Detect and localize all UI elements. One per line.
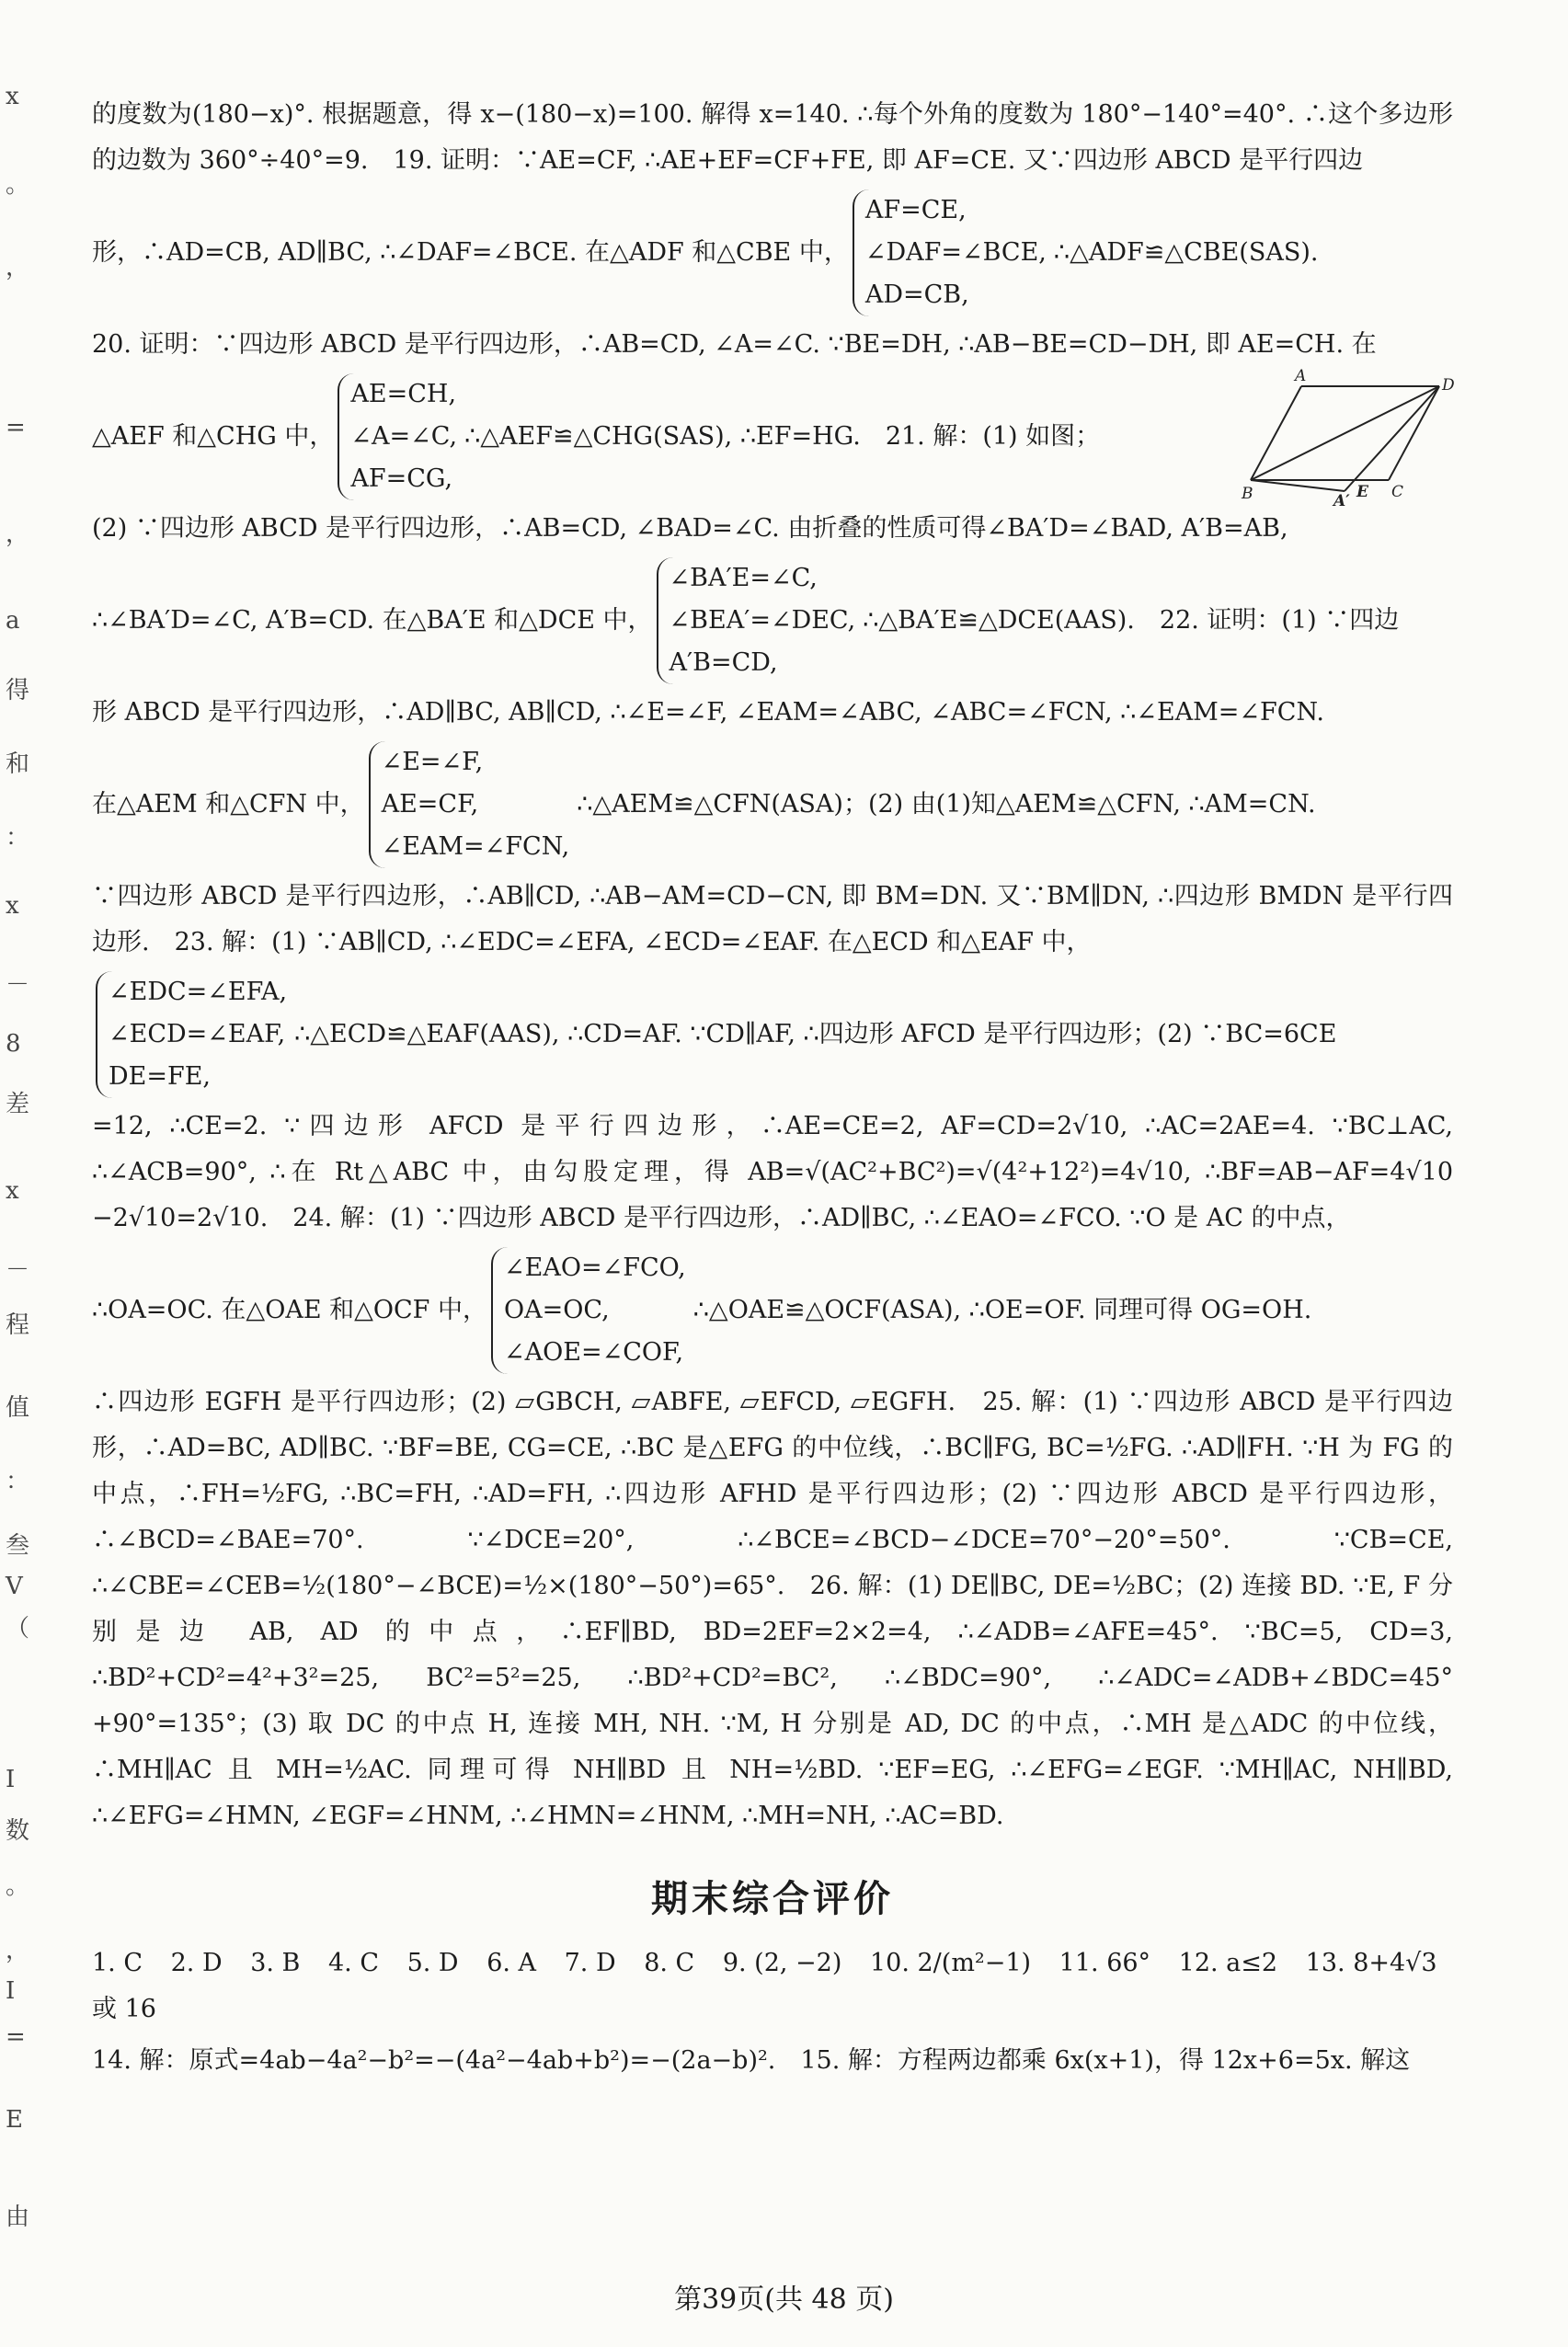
paragraph-q18-q19: 的度数为(180−x)°. 根据题意，得 x−(180−x)=100. 解得 x=140. ∴每个外角的度数为 180°−140°=40°. ∴这个多边形的边数为 360°÷40°=9. 19. 证明：∵AE=CF, ∴AE+EF=CF+FE, 即 AF=CE. 又∵四边形 ABCD 是平行四边 — [92, 100, 1453, 175]
margin-char: － — [6, 971, 30, 999]
vertex-label-a: A — [1295, 367, 1307, 385]
edge-ab — [1251, 386, 1301, 480]
margin-char: ， — [6, 521, 30, 548]
brace-condition: ∠A=∠C, — [350, 422, 458, 451]
q24-condition-brace — [491, 1247, 686, 1374]
q19-text-before-brace: 形，∴AD=CB, AD∥BC, ∴∠DAF=∠BCE. 在△ADF 和△CBE 中， — [92, 238, 849, 267]
q21-congruence-row — [92, 557, 1453, 684]
paragraph-q23-q24: =12, ∴CE=2. ∵四边形 AFCD 是平行四边形，∴AE=CE=2, AF=CD=2√10, ∴AC=2AE=4. ∵BC⊥AC, ∴∠ACB=90°, ∴在 Rt△ABC 中，由勾股定理，得 AB=√(AC²+BC²)=√(4²+12²)=4√10, ∴BF=AB−AF=4√10 −2√10=2√10. 24. 解：(1) ∵四边形 ABCD 是平行四边形，∴AD∥BC, ∴∠EAO=∠FCO. ∵O 是 AC 的中点， — [92, 1112, 1453, 1232]
q20-text-before-brace: △AEF 和△CHG 中， — [92, 422, 335, 451]
vertex-label-a-prime: A′ — [1333, 492, 1350, 510]
margin-char: ： — [6, 1468, 30, 1495]
page-footer: 第39页(共 48 页) — [674, 2284, 894, 2316]
answer-item: 7. D — [564, 1949, 616, 1977]
q24-congruence-row — [92, 1247, 1453, 1374]
q21-condition-brace — [657, 557, 856, 684]
section-title: 期末综合评价 — [651, 1878, 894, 1920]
paragraph-q14-q15: 14. 解：原式=4ab−4a²−b²=−(4a²−4ab+b²)=−(2a−b)². 15. 解：方程两边都乘 6x(x+1)，得 12x+6=5x. 解这 — [92, 2046, 1411, 2075]
vertex-label-e: E — [1356, 483, 1368, 501]
q20-conclusion: ∴△AEF≌△CHG(SAS), ∴EF=HG. 21. 解：(1) 如图； — [464, 422, 1101, 451]
edge-ba-prime — [1251, 480, 1345, 491]
answer-item: 1. C — [92, 1949, 143, 1977]
brace-condition: AD=CB, — [864, 280, 969, 309]
brace-condition: ∠BEA′=∠DEC, — [669, 606, 856, 635]
brace-condition: ∠DAF=∠BCE, — [864, 238, 1047, 267]
q23-conclusion: ∴△ECD≌△EAF(AAS), ∴CD=AF. ∵CD∥AF, ∴四边形 AFCD 是平行四边形；(2) ∵BC=6CE — [294, 1020, 1337, 1048]
answer-item: 4. C — [327, 1949, 379, 1977]
answer-item: 12. a≤2 — [1178, 1949, 1278, 1977]
margin-char: I — [6, 1766, 16, 1793]
q19-condition-brace — [853, 189, 1047, 316]
q23-congruence-row — [92, 971, 1453, 1098]
answer-key-body — [92, 92, 1453, 2084]
margin-char: ： — [6, 824, 30, 852]
q21-conclusion: ∴△BA′E≌△DCE(AAS). 22. 证明：(1) ∵四边 — [863, 606, 1400, 635]
margin-char: = — [6, 2023, 26, 2051]
brace-condition: AE=CH, — [350, 380, 457, 408]
margin-char: 。 — [6, 171, 30, 199]
brace-condition: A′B=CD, — [669, 648, 778, 677]
brace-condition: ∠ECD=∠EAF, — [109, 1020, 286, 1048]
margin-char: 和 — [6, 750, 30, 778]
brace-condition: ∠EAO=∠FCO, — [504, 1254, 686, 1282]
vertex-label-d: D — [1442, 376, 1455, 395]
brace-condition: AF=CG, — [350, 464, 453, 493]
answer-item: 10. 2/(m²−1) — [869, 1949, 1032, 1977]
margin-char: I — [6, 1977, 16, 2005]
margin-char: 叁 — [6, 1532, 30, 1560]
paragraph-q24-q26: ∴四边形 EGFH 是平行四边形；(2) ▱GBCH, ▱ABFE, ▱EFCD, ▱EGFH. 25. 解：(1) ∵四边形 ABCD 是平行四边形，∴AD=BC, AD∥BC. ∵BF=BE, CG=CE, ∴BC 是△EFG 的中位线，∴BC∥FG, BC=½FG. ∴AD∥FH. ∵H 为 FG 的中点，∴FH=½FG, ∴BC=FH, ∴AD=FH, ∴四边形 AFHD 是平行四边形；(2) ∵四边形 ABCD 是平行四边形，∴∠BCD=∠BAE=70°. ∵∠DCE=20°, ∴∠BCE=∠BCD−∠DCE=70°−20°=50°. ∵CB=CE, ∴∠CBE=∠CEB=½(180°−∠BCE)=½×(180°−50°)=65°. 26. 解：(1) DE∥BC, DE=½BC；(2) 连接 BD. ∵E, F 分别是边 AB, AD 的中点，∴EF∥BD, BD=2EF=2×2=4, ∴∠ADB=∠AFE=45°. ∵BC=5, CD=3, ∴BD²+CD²=4²+3²=25, BC²=5²=25, ∴BD²+CD²=BC², ∴∠BDC=90°, ∴∠ADC=∠ADB+∠BDC=45°+90°=135°；(3) 取 DC 的中点 H, 连接 MH, NH. ∵M, H 分别是 AD, DC 的中点，∴MH 是△ADC 的中位线，∴MH∥AC 且 MH=½AC. 同理可得 NH∥BD 且 NH=½BD. ∵EF=EG, ∴∠EFG=∠EGF. ∵MH∥AC, NH∥BD, ∴∠EFG=∠HMN, ∠EGF=∠HNM, ∴∠HMN=∠HNM, ∴MH=NH, ∴AC=BD. — [92, 1388, 1453, 1830]
margin-char: = — [6, 414, 26, 441]
q22-conclusion: ∴△AEM≌△CFN(ASA)；(2) 由(1)知△AEM≌△CFN, ∴AM=CN. — [577, 790, 1316, 819]
paragraph-q21-part2: (2) ∵四边形 ABCD 是平行四边形，∴AB=CD, ∠BAD=∠C. 由折叠的性质可得∠BA′D=∠BAD, A′B=AB, — [92, 514, 1288, 543]
answer-item: 13. 8+4√3 或 16 — [92, 1949, 1437, 2023]
brace-condition: ∠EAM=∠FCN, — [381, 832, 570, 861]
answer-item: 6. A — [486, 1949, 537, 1977]
margin-char: 8 — [6, 1030, 21, 1058]
q21-text-before-brace: ∴∠BA′D=∠C, A′B=CD. 在△BA′E 和△DCE 中， — [92, 606, 653, 635]
margin-char: x — [6, 1177, 19, 1205]
vertex-label-b: B — [1242, 485, 1253, 503]
q19-congruence-row — [92, 189, 1453, 316]
q22-congruence-row — [92, 741, 1453, 868]
answer-list — [92, 1941, 1453, 2032]
margin-char: 得 — [6, 677, 30, 704]
answer-item: 2. D — [170, 1949, 223, 1977]
diagonal-bd — [1251, 386, 1439, 480]
paragraph-q22-q23: ∵四边形 ABCD 是平行四边形，∴AB∥CD, ∴AB−AM=CD−CN, 即 BM=DN. 又∵BM∥DN, ∴四边形 BMDN 是平行四边形. 23. 解：(1) ∵AB∥CD, ∴∠EDC=∠EFA, ∠ECD=∠EAF. 在△ECD 和△EAF 中， — [92, 882, 1453, 956]
margin-char: E — [6, 2106, 23, 2134]
q20-q21-row — [92, 367, 1455, 510]
margin-char: V — [6, 1573, 23, 1600]
paragraph-q20: 20. 证明：∵四边形 ABCD 是平行四边形，∴AB=CD, ∠A=∠C. ∵BE=DH, ∴AB−BE=CD−DH, 即 AE=CH. 在 — [92, 330, 1377, 359]
margin-char: 差 — [6, 1091, 30, 1118]
answer-item: 3. B — [250, 1949, 301, 1977]
brace-condition: AE=CF, — [381, 790, 479, 819]
margin-char: ， — [6, 254, 30, 281]
brace-condition: ∠EDC=∠EFA, — [109, 978, 288, 1006]
margin-char: x — [6, 83, 19, 110]
q20-condition-brace — [338, 373, 457, 500]
answer-item: 9. (2, −2) — [722, 1949, 842, 1977]
margin-char: x — [6, 892, 19, 920]
answer-item: 8. C — [644, 1949, 695, 1977]
brace-condition: ∠BA′E=∠C, — [669, 564, 818, 592]
margin-char: － — [6, 1256, 30, 1284]
margin-char: a — [6, 607, 20, 635]
answer-item: 5. D — [406, 1949, 459, 1977]
margin-char: 由 — [6, 2204, 30, 2231]
parallelogram-figure — [1242, 367, 1455, 510]
paragraph-q22: 形 ABCD 是平行四边形，∴AD∥BC, AB∥CD, ∴∠E=∠F, ∠EAM=∠ABC, ∠ABC=∠FCN, ∴∠EAM=∠FCN. — [92, 698, 1324, 727]
margin-char: 程 — [6, 1311, 30, 1339]
margin-char: ， — [6, 1937, 30, 1964]
margin-char: 值 — [6, 1394, 30, 1422]
q20-congruence-row — [92, 373, 1100, 500]
q23-condition-brace — [96, 971, 287, 1098]
vertex-label-c: C — [1391, 483, 1404, 501]
brace-condition: AF=CE, — [864, 196, 967, 224]
answer-item: 11. 66° — [1059, 1949, 1151, 1977]
margin-char: 数 — [6, 1817, 30, 1845]
brace-condition: DE=FE, — [109, 1062, 212, 1091]
q19-conclusion: ∴△ADF≌△CBE(SAS). — [1053, 238, 1319, 267]
q22-condition-brace — [369, 741, 570, 868]
margin-char: （ — [6, 1615, 30, 1643]
margin-char: 。 — [6, 1872, 30, 1900]
q24-text-before-brace: ∴OA=OC. 在△OAE 和△OCF 中， — [92, 1296, 487, 1324]
q24-conclusion: ∴△OAE≌△OCF(ASA), ∴OE=OF. 同理可得 OG=OH. — [692, 1296, 1312, 1324]
brace-condition: ∠E=∠F, — [381, 748, 484, 776]
left-margin-bleed — [0, 83, 37, 2272]
brace-condition: OA=OC, — [504, 1296, 610, 1324]
q22-text-before-brace: 在△AEM 和△CFN 中， — [92, 790, 365, 819]
brace-condition: ∠AOE=∠COF, — [504, 1338, 684, 1367]
